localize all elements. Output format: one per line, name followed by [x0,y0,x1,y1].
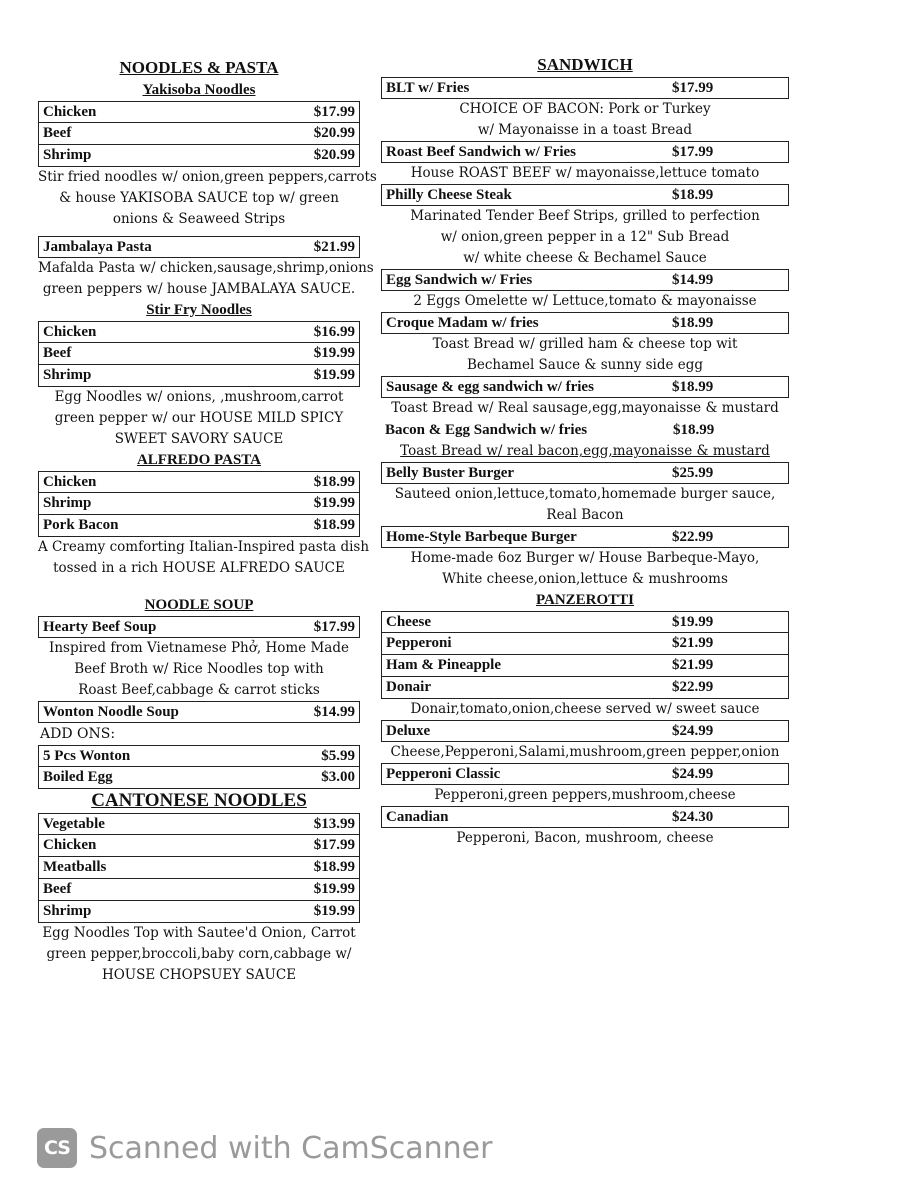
noodles-pasta-title: NOODLES & PASTA [119,58,279,77]
menu-item-row [381,806,789,828]
stirfry-description [38,387,360,450]
menu-item-row [38,616,360,638]
description-line: Toast Bread w/ grilled ham & cheese top wit [432,336,738,352]
panzerotti-title: PANZEROTTI [535,592,635,608]
description-line: w/ white cheese & Bechamel Sauce [463,250,707,266]
description-line: w/ Mayonaisse in a toast Bread [477,122,693,138]
menu-item-row [38,321,360,343]
item-name: Cheese [386,613,431,630]
item-price: $18.99 [673,421,715,438]
item-name: Beef [43,125,72,141]
pepperoni-classic-item [381,763,789,785]
item-name: Egg Sandwich w/ Fries [386,271,533,288]
item-price: $24.30 [672,808,714,825]
menu-item-row [381,720,789,742]
description-line: green peppers w/ house JAMBALAYA SAUCE. [42,281,356,297]
item-price: $21.99 [313,238,355,255]
description-line: Marinated Tender Beef Strips, grilled to perfection [410,208,760,224]
menu-item-row [38,493,360,515]
description-line: onions & Seaweed Strips [112,211,286,227]
bacon-egg-item [381,419,789,441]
scanned-with-text: Scanned with CamScanner [89,1130,493,1166]
add-ons-label: ADD ONS: [40,726,116,742]
wonton-noodle-soup-item [38,701,360,723]
item-name: 5 Pcs Wonton [43,747,131,764]
item-price: $19.99 [313,903,355,919]
noodle-soup-title: NOODLE SOUP [144,597,254,613]
description-line: House ROAST BEEF w/ mayonaisse,lettuce tomato [410,165,760,181]
description-line: Toast Bread w/ Real sausage,egg,mayonaisse & mustard [391,400,779,416]
item-price: $18.99 [313,517,355,533]
camscanner-watermark [37,1128,492,1168]
description-line: green pepper,broccoli,baby corn,cabbage w/ [46,946,352,962]
sausage-egg-item [381,376,789,398]
item-name: Chicken [43,473,97,490]
item-name: Jambalaya Pasta [43,238,152,255]
menu-item-row [381,763,789,785]
description-line: green pepper w/ our HOUSE MILD SPICY [54,410,344,426]
menu-item-row [38,857,360,879]
description-line: A Creamy comforting Italian-Inspired pasta dish [38,539,370,555]
description-line: w/ onion,green pepper in a 12" Sub Bread [440,229,730,245]
item-price: $20.99 [313,147,355,163]
blt-item [381,77,789,99]
item-price: $17.99 [313,837,355,853]
item-name: Beef [43,345,72,361]
menu-item-row [381,611,789,633]
croque-madam-description [381,334,789,376]
item-name: Pepperoni Classic [386,765,501,782]
item-price: $17.99 [313,103,355,120]
item-name: Boiled Egg [43,769,113,785]
description-line: Bechamel Sauce & sunny side egg [466,357,704,373]
menu-item-row [381,312,789,334]
jambalaya-description [38,258,374,300]
description-line: Egg Noodles w/ onions, ,mushroom,carrot [54,389,344,405]
stirfry-title: Stir Fry Noodles [146,302,252,318]
menu-item-row [38,365,360,387]
item-name: Home-Style Barbeque Burger [386,528,577,545]
description-line: Roast Beef,cabbage & carrot sticks [78,682,320,698]
item-price: $25.99 [672,464,714,481]
sausage-egg-description [381,398,789,419]
item-name: Croque Madam w/ fries [386,314,539,331]
menu-item-row [38,236,360,258]
description-line: HOUSE CHOPSUEY SAUCE [101,967,297,983]
menu-item-row [381,655,789,677]
description-line: Toast Bread w/ real bacon,egg,mayonaisse & mustard [400,443,770,459]
item-price: $19.99 [313,367,355,383]
item-price: $22.99 [672,679,714,695]
item-name: Vegetable [43,815,105,832]
item-price: $24.99 [672,765,714,782]
pepperoni-classic-description [381,785,789,806]
menu-item-row [381,419,789,441]
belly-buster-description [381,484,789,526]
menu-item-row [38,343,360,365]
item-name: Bacon & Egg Sandwich w/ fries [385,421,588,438]
item-name: Canadian [386,808,449,825]
description-line: Donair,tomato,onion,cheese served w/ sweet sauce [410,701,760,717]
menu-item-row [38,101,360,123]
menu-item-row [38,835,360,857]
item-price: $19.99 [672,613,714,630]
item-name: Donair [386,679,431,695]
item-price: $13.99 [313,815,355,832]
item-name: Wonton Noodle Soup [43,703,179,720]
sandwich-title: SANDWICH [537,55,633,74]
description-line: Home-made 6oz Burger w/ House Barbeque-Mayo, [410,550,760,566]
yakisoba-description [38,167,377,230]
menu-item-row [381,376,789,398]
menu-item-row [381,269,789,291]
item-name: Pork Bacon [43,517,119,533]
description-line: White cheese,onion,lettuce & mushrooms [442,571,728,587]
right-column [381,53,789,849]
hearty-beef-soup-item [38,616,360,638]
donair-description [381,699,789,720]
description-line: SWEET SAVORY SAUCE [114,431,284,447]
cantonese-list [38,813,360,923]
belly-buster-item [381,462,789,484]
item-price: $17.99 [672,143,714,160]
item-price: $14.99 [672,271,714,288]
menu-item-row [38,145,360,167]
description-line: tossed in a rich HOUSE ALFREDO SAUCE [53,560,345,576]
item-name: Sausage & egg sandwich w/ fries [386,378,594,395]
menu-item-row [381,184,789,206]
item-name: Hearty Beef Soup [43,618,157,635]
item-name: Belly Buster Burger [386,464,515,481]
canadian-description [381,828,789,849]
item-price: $3.00 [321,769,355,785]
croque-madam-item [381,312,789,334]
hearty-beef-soup-description [38,638,360,701]
item-price: $16.99 [313,323,355,340]
menu-item-row [38,901,360,923]
description-line: CHOICE OF BACON: Pork or Turkey [459,101,711,117]
yakisoba-title: Yakisoba Noodles [142,82,256,98]
roast-beef-description [381,163,789,184]
menu-item-row [38,515,360,537]
item-price: $18.99 [672,314,714,331]
deluxe-item [381,720,789,742]
item-price: $17.99 [313,618,355,635]
item-name: BLT w/ Fries [386,79,470,96]
cantonese-title: CANTONESE NOODLES [91,790,307,811]
item-price: $20.99 [313,125,355,141]
alfredo-description [38,537,370,579]
description-line: Sauteed onion,lettuce,tomato,homemade burger sauce, [394,486,776,502]
bbq-burger-description [381,548,789,590]
menu-item-row [381,526,789,548]
left-column [38,56,377,986]
menu-item-row [38,701,360,723]
item-price: $19.99 [313,881,355,897]
menu-item-row [381,462,789,484]
canadian-item [381,806,789,828]
item-name: Deluxe [386,722,431,739]
alfredo-title: ALFREDO PASTA [136,452,262,468]
item-name: Chicken [43,837,97,853]
philly-item [381,184,789,206]
item-name: Shrimp [43,495,92,511]
item-name: Pepperoni [386,635,452,651]
item-price: $5.99 [321,747,355,764]
bbq-burger-item [381,526,789,548]
item-name: Shrimp [43,903,92,919]
yakisoba-list [38,101,360,167]
item-name: Meatballs [43,859,107,875]
description-line: Mafalda Pasta w/ chicken,sausage,shrimp,onions [38,260,374,276]
description-line: Pepperoni,green peppers,mushroom,cheese [434,787,736,803]
item-price: $18.99 [672,378,714,395]
blt-description [381,99,789,141]
menu-item-row [38,813,360,835]
item-price: $22.99 [672,528,714,545]
cantonese-description [38,923,360,986]
menu-item-row [38,879,360,901]
item-price: $17.99 [672,79,714,96]
menu-item-row [381,77,789,99]
description-line: & house YAKISOBA SAUCE top w/ green [59,190,339,206]
item-name: Shrimp [43,367,92,383]
description-line: Pepperoni, Bacon, mushroom, cheese [456,830,714,846]
menu-item-row [38,767,360,789]
item-name: Philly Cheese Steak [386,186,512,203]
item-price: $19.99 [313,495,355,511]
item-price: $18.99 [313,859,355,875]
item-name: Shrimp [43,147,92,163]
camscanner-logo-icon: CS [37,1128,77,1168]
panzerotti-list [381,611,789,699]
item-name: Roast Beef Sandwich w/ Fries [386,143,576,160]
menu-item-row [38,471,360,493]
item-price: $14.99 [313,703,355,720]
menu-item-row [38,123,360,145]
description-line: Inspired from Vietnamese Phở, Home Made [49,640,349,656]
menu-item-row [381,141,789,163]
item-price: $21.99 [672,657,714,673]
menu-item-row [381,633,789,655]
item-name: Ham & Pineapple [386,657,501,673]
item-price: $18.99 [672,186,714,203]
item-name: Chicken [43,323,97,340]
item-name: Beef [43,881,72,897]
description-line: Beef Broth w/ Rice Noodles top with [74,661,324,677]
item-price: $19.99 [313,345,355,361]
bacon-egg-description [381,441,789,462]
description-line: Real Bacon [546,507,624,523]
jambalaya-item [38,236,360,258]
item-price: $21.99 [672,635,714,651]
item-price: $24.99 [672,722,714,739]
description-line: Cheese,Pepperoni,Salami,mushroom,green pepper,onion [390,744,780,760]
item-price: $18.99 [313,473,355,490]
menu-item-row [381,677,789,699]
roast-beef-item [381,141,789,163]
item-name: Chicken [43,103,97,120]
philly-description [381,206,789,269]
menu-item-row [38,745,360,767]
add-ons-list [38,745,360,789]
egg-sandwich-item [381,269,789,291]
description-line: Egg Noodles Top with Sautee'd Onion, Carrot [42,925,356,941]
egg-sandwich-description [381,291,789,312]
alfredo-list [38,471,360,537]
deluxe-description [381,742,789,763]
description-line: Stir fried noodles w/ onion,green peppers,carrots [38,169,377,185]
stirfry-list [38,321,360,387]
description-line: 2 Eggs Omelette w/ Lettuce,tomato & mayonaisse [413,293,757,309]
